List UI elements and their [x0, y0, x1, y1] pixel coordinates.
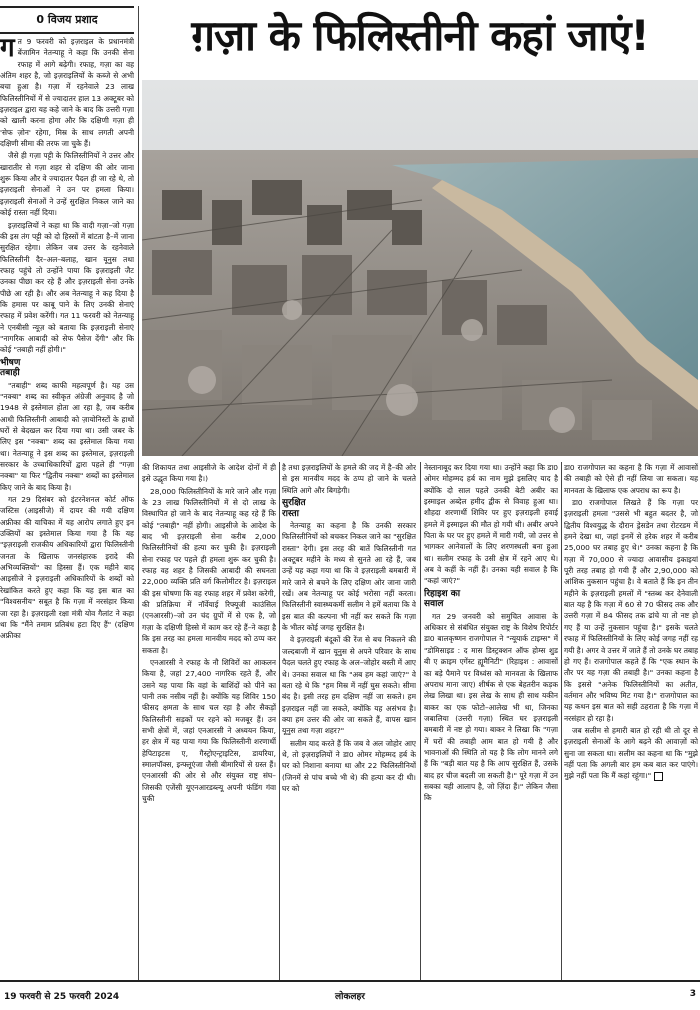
paragraph: नेतन्याहू का कहना है कि उनकी सरकार फिलिस्तीनियों को बचकर निकल जाने का "सुरक्षित रास्ता" देगी। इस तरह की बातें फिलिस्तीनी गत अक्टूबर महीने के मध्य से सुनते आ रहे हैं, जब उन्हें यह कहा गया था कि वे इज़राइली बमबारी में मारे जाने से बचने के लिए दक्षिण ओर जाना जारी रखें। अब नेतन्याहू पर कोई भरोसा नहीं करता। फिलिस्तीनी स्वास्थ्यकर्मी सलीम ने हमें बताया कि वे इस बात की कल्पना भी नहीं कर सकते कि गज़ा के भीतर कोई जगह सुरक्षित है। [282, 521, 416, 633]
paragraph: एनआरसी ने रफाह के नौ शिविरों का आकलन किया है, जहां 27,400 नागरिक रहते हैं, और उसने यह पाया कि वहां के बाशिंदों को पीने का पानी तक नसीब नहीं है। क्योंकि यह शिविर 150 फीसद क्षमता के साथ चल रहा है और सैकड़ों फिलिस्तीनी सड़कों पर रहने को मजबूर हैं। उन सभी क्षेत्रों में, जहां एनआरसी ने अध्ययन किया, हर क्षेत्र में यह पाया गया कि फिलिस्तीनी शरणार्थी हेपिटाइटस ए, गैस्ट्रोएन्ट्राइटिस, डायरिया, स्मालपॉक्स, इन्फ्लूएंजा जैसी बीमारियों से ग्रस्त हैं। एनआरसी की ओर से और संयुक्त राष्ट्र संघ–जिसकी एजेंसी यूएनआरडब्ल्यू अपनी फंडिंग गंवा चुकी [142, 657, 276, 803]
paragraph: "तबाही" शब्द काफी महत्वपूर्ण है। यह उस "नक्बा" शब्द का स्वीकृत अंग्रेजी अनुवाद है जो 1948 से इस्तेमाल होता आ रहा है, जब करीब आधी फिलिस्तीनी आबादी को ज़ायोनिस्टों के हाथों घरों से बेदखल कर दिया गया था। उसी जबर के लिए इस "नक्बा" शब्द का इस्तेमाल किया गया था। नेतन्याहू ने इस शब्द का इस्तेमाल, इज़राइली सरकार के उच्चाधिकारियों द्वारा पहले ही "गज़ा नक्बा" या फिर "द्वितीय नक्बा" शब्दों का इस्तेमाल किए जाने के बाद किया है। [0, 380, 134, 492]
paragraph: त 9 फरवरी को इज़राइल के प्रधानमंत्री बेंजामिन नेतन्याहू ने कहा कि उनकी सेना रफाह में आगे बढ़ेगी। रफाह, गज़ा का वह अंतिम शहर है, जो इज़राइलियों के कब्जे से अभी बचा हुआ है। गज़ा में रहनेवाले 23 लाख फिलिस्तीनियों में से ज्यादातर हाल 13 अक्टूबर को इज़राइल द्वारा यह कहे जाने के बाद कि उत्तरी गज़ा को खाली करना होगा और कि दक्षिणी गज़ा ही 'सेफ ज़ोन' रहेगा, मिस्र के साथ लगती अपनी दक्षिणी सीमा की तरफ जा चुके हैं। [0, 37, 134, 149]
headline: ग़ज़ा के फिलिस्तीनी कहां जाएं! [191, 11, 649, 60]
article-column-3 [282, 462, 416, 960]
paragraph: है तथा इज़राइलियों के हमले की जद में है–की ओर से इस मानवीय मदद के ठप्प हो जाने के चलते स्थिति आगे और बिगड़ेगी। [282, 463, 416, 495]
drop-cap: ग [0, 36, 15, 63]
paragraph: सलीम याद करते हैं कि जब वे अल जोहोर आए थे, तो इज़राइलियों ने डा0 ओमर मोहम्मद हर्ब के घर को निशाना बनाया था और 22 फिलिस्तीनियों (जिनमें से पांच बच्चे भी थे) की हत्या कर दी थी। घर को [282, 738, 416, 793]
paragraph: की शिकायत तथा आइसीजे के आदेश दोनों में ही इसे उद्धृत किया गया है।) [142, 463, 276, 484]
article-column-2 [142, 462, 276, 960]
paragraph: वे इज़राइली बंदूकों की रेंज से बच निकलने की जल्दबाजी में खान यूनुस से अपने परिवार के साथ पैदल चलते हुए रफाह के अल–जोहोर बस्ती में आए थे। उनका सवाल था कि "अब हम कहां जाएं?" वे बता रहे थे कि "हम मिस्र में नहीं घुस सकते। सीमा बंद है। इसी तरह हम दक्षिण नहीं जा सकते। हम इज़राइल नहीं जा सकते, क्योंकि यह असंभव है। क्या हम उत्तर की ओर जा सकते हैं, वापस खान यूनुस तथा गज़ा शहर?" [282, 635, 416, 736]
subheading: रिहाइश का सवाल [424, 588, 461, 610]
paragraph: जब सलीम से हमारी बात हो रही थी तो दूर से इज़राइली सेनाओं के आगे बढ़ने की आवाज़ों को सुना जा सकता था। सलीम का कहना था कि "मुझे नहीं पता कि अगली बार हम कब बात कर पाएंगे। मुझे नहीं पता कि मैं कहां रहूंगा।" [564, 725, 698, 781]
article-column-4 [424, 462, 558, 960]
issue-date: 19 फरवरी से 25 फरवरी 2024 [4, 992, 120, 1002]
article-column-1 [0, 36, 134, 960]
paragraph: डा0 राजगोपाल लिखते हैं कि गज़ा पर इज़राइली हमला "उससे भी बहुत बदतर है, जो द्वितीय विश्वयुद्ध के दौरान ड्रेसडेन तथा रोटरडम में हमने देखा था, जहां इनमें से हरेक शहर में करीब 25,000 घर तबाह हुए थे।" उनका कहना है कि गज़ा में 70,000 से ज्यादा आवासीय इकाइयां पूरी तरह तबाह हो गयी हैं और 2,90,000 को आंशिक नुकसान पहुंचा है। वे बताते हैं कि इन तीन महीने के इज़राइली हमलों में "स्तब्ध कर देनेवाली बात यह है कि गज़ा में 60 से 70 फीसद तक और उत्तरी गज़ा में 84 फीसद तक ढांचे या तो नष्ट हो गए हैं या उन्हें नुकसान पहुंचा है।" इसके चलते रफाह में फिलिस्तीनियों के लिए कोई जगह नहीं रह गयी है। अगर वे उत्तर में जाते हैं तो उनके घर तबाह हो गए हैं। राजगोपाल कहते हैं कि "एक स्थान के तौर पर यह गज़ा की तबाही है।" उनका कहना है कि इससे "अनेक फिलिस्तीनियों का अतीत, वर्तमान और भविष्य मिट गया है।" राजगोपाल का यह कथन इस बात को सही ठहराता है कि गज़ा में नरसंहार हो रहा है। [564, 498, 698, 723]
paragraph: गत 29 दिसंबर को इंटरनेशनल कोर्ट ऑफ जस्टिस (आइसीजे) में दायर की गयी दक्षिण अफ्रीका की याचिका में यह आरोप लगाते हुए इन उक्तियों का इस्तेमाल किया गया है कि यह "इज़राइली राजकीय अधिकारियों द्वारा फिलिस्तीनी जनता के खिलाफ जनसंहारक इरादे की अभिव्यक्तियों" का हिस्सा हैं। एक महीने बाद आइसीजे ने इज़राइली अधिकारियों के शब्दों को रेखांकित करते हुए कहा कि यह इस बात का "विश्वसनीय" सबूत है कि गज़ा में नरसंहार किया जा रहा है। इज़राइली रक्षा मंत्री योव गैलांट ने कहा था कि "मैंने तमाम प्रतिबंध हटा दिए हैं" (दक्षिण अफ्रीका [0, 495, 134, 641]
column-rule [138, 6, 139, 980]
publication-name: लोकलहर [335, 992, 365, 1002]
author-byline: 0 विजय प्रशाद [0, 6, 134, 34]
column-rule [279, 462, 280, 980]
gaza-destruction-photo [142, 80, 698, 456]
subheading: भीषण तबाही [0, 357, 21, 379]
column-rule [561, 462, 562, 980]
paragraph: जैसे ही गज़ा पट्टी के फिलिस्तीनियों ने उत्तर और खारातीर से गज़ा शहर से दक्षिण की ओर जाना शुरू किया और वे ज्यादातर पैदल ही जा रहे थे, तो इज़राइली सेनाओं ने उन पर हमला किया। इज़राइली सेनाओं ने उन्हें सुरक्षित निकल जाने का कोई रास्ता नहीं दिया। [0, 151, 134, 218]
end-mark-icon [654, 772, 663, 781]
page-footer [0, 980, 700, 1010]
paragraph: डा0 राजगोपाल का कहना है कि गज़ा में आवासों की तबाही को ऐसे ही नहीं लिया जा सकता। यह मानवता के खिलाफ एक अपराध का रूप है। [564, 463, 698, 495]
subheading: सुरक्षित रास्ता [282, 498, 306, 519]
paragraph: 28,000 फिलिस्तीनियों के मारे जाने और गज़ा के 23 लाख फिलिस्तीनियों में से दो लाख के विस्थापित हो जाने के बाद नेतन्याहू कह रहे हैं कि कोई "तबाही" नहीं होगी। आइसीजे के आदेश के बाद भी इज़राइली सेना करीब 2,000 फिलिस्तीनियों की हत्या कर चुकी है। इज़राइली सेना रफाह पर पहले ही हमला शुरू कर चुकी है। रफाह वह शहर है जिसकी आबादी की सघनता 22,000 व्यक्ति प्रति वर्ग किलोमीटर है। इज़राइल की इस घोषणा कि वह रफाह शहर में प्रवेश करेगी, की प्रतिक्रिया में नॉर्वेयाई रिफ्यूजी काउंसिल (एनआरसी)–जो उन चंद ग्रुपों में से एक है, जो गज़ा के दक्षिणी हिस्से में काम कर रहे हैं–ने कहा है कि इस तरह का हमला मानवीय मदद को ठप्प कर सकता है। [142, 486, 276, 655]
article-column-5 [564, 462, 698, 960]
paragraph: नेस्तानाबूद कर दिया गया था। उन्होंने कहा कि डा0 ओमर मोहम्मद हर्ब का नाम मुझे इसलिए याद है क्योंकि दो साल पहले उनकी बेटी अबीर का इस्माइल अब्देल हमीद द्वीक से विवाह हुआ था। शौहदा शरणार्थी शिविर पर हुए इज़राइली हवाई हमले में इस्माइल की मौत हो गयी थी। अबीर अपने पिता के घर पर हुए हमले में मारी गयी, जो उत्तर से भागकर आनेवालों के लिए शरणस्थली बना हुआ था। सलीम रफाह के उसी क्षेत्र में रहने आए थे। अब वे कहीं के नहीं हैं। उनका यही सवाल है कि "कहां जाएं?" [424, 463, 558, 586]
paragraph: गत 29 जनवरी को समुचित आवास के अधिकार से संबंधित संयुक्त राष्ट्र के विशेष रिपोर्टर डा0 बालकृष्णन राजगोपाल ने "न्यूयार्क टाइम्स" में "डोमिसाइड : द मास डिस्ट्रक्शन ऑफ होम्स शुड बी ए क्राइम एगेंस्ट ह्यूमैनिटी" (रिहाइश : आवासों का बड़े पैमाने पर विध्वंस को मानवता के खिलाफ अपराध माना जाए) शीर्षक से एक बेहतरीन कड़क लेख लिखा था। इस लेख के साथ ही साथ यकीन बाकर का एक फोटो–आलेख भी था, जिनका जबालिया (उत्तरी गज़ा) स्थित घर इज़राइली बमबारी में नष्ट हो गया। बाकर ने लिखा कि "गज़ा में घरों की तबाही आम बात हो गयी है और भावनाओं की स्थिति तो यह है कि लोग मानने लगे हैं कि "बड़ी बात यह है कि आप सुरक्षित हैं, उसके बाद हर चीज बदली जा सकती है।" पूरे गज़ा में उन सबका यही आलाप है, जो ज़िंदा हैं।" लेकिन जैसा कि [424, 611, 558, 803]
page-number: 3 [689, 989, 696, 999]
column-rule [420, 462, 421, 980]
paragraph: इज़राइलियों ने कहा था कि वादी गज़ा–जो गज़ा की इस तंग पट्टी को दो हिस्सों में बांटता है–में जाना सुरक्षित रहेगा। लेकिन जब उत्तर के रहनेवाले फिलिस्तीनी दैर–अल–बलाह, खान यूनुस तथा रफाह पहुंचे तो उन्होंने पाया कि इज़राइली जैट उनका पीछा कर रहे हैं और इज़राइली सेना उनके पीछे आ रही है। और अब नेतन्याहू ने कह दिया है कि हमास पर काबू पाने के लिए उनकी सेनाएं रफाह में प्रवेश करेंगी। गत 11 फरवरी को नेतन्याहू ने एनबीसी न्यूज़ को बताया कि इज़राइली सेनाएं "नागरिक आबादी को सेफ पैसेज देंगी" और कि कोई "तबाही नहीं होगी।" [0, 220, 134, 355]
